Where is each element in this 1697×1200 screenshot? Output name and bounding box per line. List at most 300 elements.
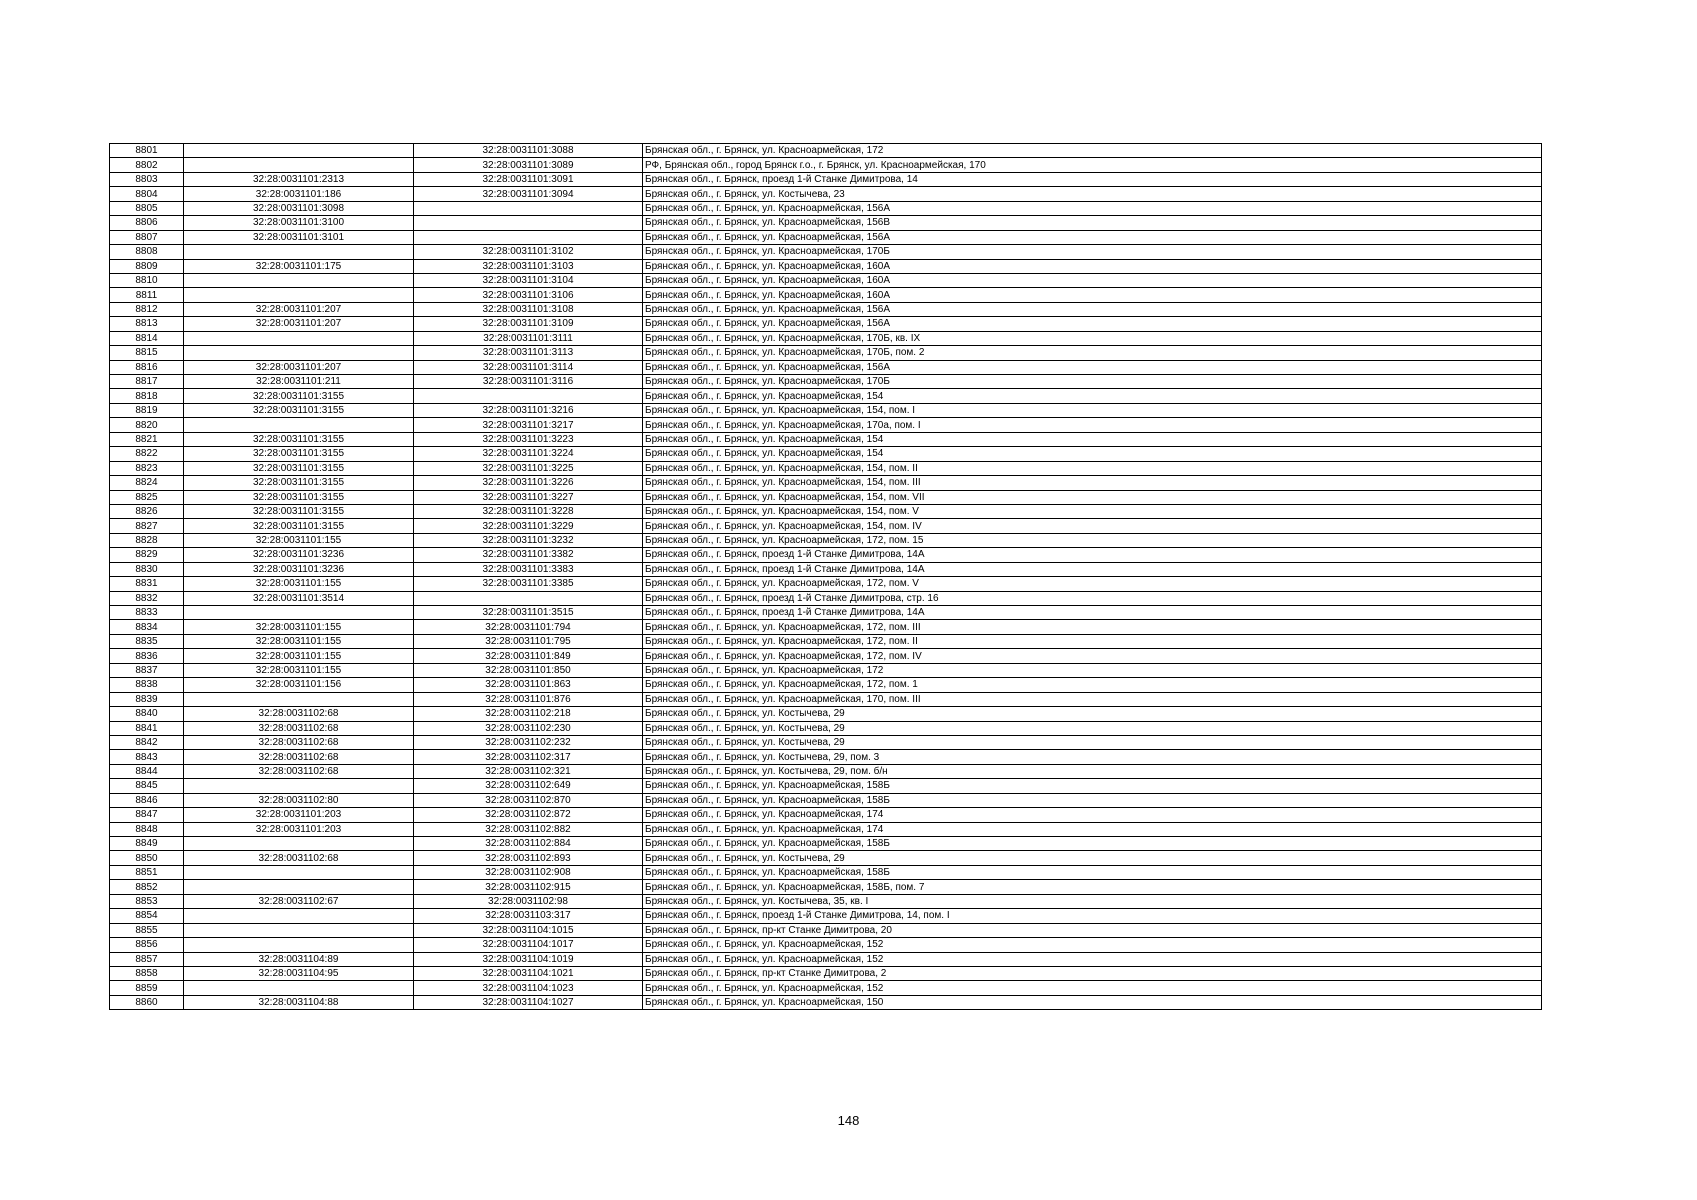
land-plot-cadastral-number-cell: 32:28:0031101:3098 [184, 201, 414, 215]
table-row [110, 259, 1542, 273]
address-cell: Брянская обл., г. Брянск, ул. Красноармейская, 154, пом. I [643, 403, 1542, 417]
object-cadastral-number-cell: 32:28:0031101:3113 [414, 346, 643, 360]
row-number-cell: 8818 [110, 389, 184, 403]
table-row [110, 894, 1542, 908]
address-cell: Брянская обл., г. Брянск, ул. Костычева, 29 [643, 851, 1542, 865]
object-cadastral-number-cell: 32:28:0031104:1027 [414, 995, 643, 1009]
table-row [110, 692, 1542, 706]
table-row [110, 533, 1542, 547]
table-row [110, 461, 1542, 475]
land-plot-cadastral-number-cell [184, 837, 414, 851]
address-cell: Брянская обл., г. Брянск, ул. Красноармейская, 154, пом. III [643, 476, 1542, 490]
object-cadastral-number-cell: 32:28:0031101:3088 [414, 144, 643, 158]
land-plot-cadastral-number-cell: 32:28:0031101:3236 [184, 562, 414, 576]
row-number-cell: 8807 [110, 230, 184, 244]
row-number-cell: 8805 [110, 201, 184, 215]
address-cell: Брянская обл., г. Брянск, проезд 1-й Станке Димитрова, 14А [643, 548, 1542, 562]
object-cadastral-number-cell: 32:28:0031104:1021 [414, 966, 643, 980]
object-cadastral-number-cell: 32:28:0031101:3091 [414, 172, 643, 186]
land-plot-cadastral-number-cell: 32:28:0031101:211 [184, 375, 414, 389]
table-row [110, 577, 1542, 591]
address-cell: Брянская обл., г. Брянск, ул. Красноармейская, 160А [643, 273, 1542, 287]
row-number-cell: 8839 [110, 692, 184, 706]
row-number-cell: 8833 [110, 606, 184, 620]
address-cell: Брянская обл., г. Брянск, ул. Красноармейская, 170а, пом. I [643, 418, 1542, 432]
table-row [110, 966, 1542, 980]
table-row [110, 822, 1542, 836]
address-cell: Брянская обл., г. Брянск, ул. Красноармейская, 172, пом. II [643, 634, 1542, 648]
land-plot-cadastral-number-cell: 32:28:0031101:207 [184, 302, 414, 316]
address-cell: Брянская обл., г. Брянск, ул. Красноармейская, 156А [643, 230, 1542, 244]
address-cell: Брянская обл., г. Брянск, ул. Красноармейская, 158Б, пом. 7 [643, 880, 1542, 894]
table-row [110, 476, 1542, 490]
row-number-cell: 8858 [110, 966, 184, 980]
land-plot-cadastral-number-cell [184, 606, 414, 620]
row-number-cell: 8802 [110, 158, 184, 172]
land-plot-cadastral-number-cell [184, 880, 414, 894]
table-row [110, 764, 1542, 778]
address-cell: Брянская обл., г. Брянск, ул. Костычева, 29 [643, 707, 1542, 721]
row-number-cell: 8846 [110, 793, 184, 807]
table-row [110, 346, 1542, 360]
table-row [110, 851, 1542, 865]
land-plot-cadastral-number-cell: 32:28:0031101:155 [184, 620, 414, 634]
address-cell: Брянская обл., г. Брянск, ул. Красноармейская, 174 [643, 808, 1542, 822]
object-cadastral-number-cell [414, 389, 643, 403]
object-cadastral-number-cell [414, 216, 643, 230]
object-cadastral-number-cell: 32:28:0031101:3228 [414, 504, 643, 518]
table-row [110, 735, 1542, 749]
land-plot-cadastral-number-cell: 32:28:0031101:207 [184, 360, 414, 374]
land-plot-cadastral-number-cell: 32:28:0031101:3101 [184, 230, 414, 244]
address-cell: Брянская обл., г. Брянск, проезд 1-й Станке Димитрова, 14 [643, 172, 1542, 186]
row-number-cell: 8855 [110, 923, 184, 937]
row-number-cell: 8848 [110, 822, 184, 836]
row-number-cell: 8831 [110, 577, 184, 591]
address-cell: Брянская обл., г. Брянск, ул. Красноармейская, 156А [643, 360, 1542, 374]
row-number-cell: 8809 [110, 259, 184, 273]
land-plot-cadastral-number-cell: 32:28:0031101:175 [184, 259, 414, 273]
land-plot-cadastral-number-cell: 32:28:0031104:88 [184, 995, 414, 1009]
table-row [110, 793, 1542, 807]
address-cell: Брянская обл., г. Брянск, ул. Красноармейская, 160А [643, 288, 1542, 302]
table-row [110, 779, 1542, 793]
object-cadastral-number-cell: 32:28:0031101:3216 [414, 403, 643, 417]
row-number-cell: 8832 [110, 591, 184, 605]
row-number-cell: 8837 [110, 663, 184, 677]
address-cell: Брянская обл., г. Брянск, проезд 1-й Станке Димитрова, 14А [643, 606, 1542, 620]
land-plot-cadastral-number-cell: 32:28:0031102:68 [184, 707, 414, 721]
table-row [110, 245, 1542, 259]
address-cell: Брянская обл., г. Брянск, ул. Красноармейская, 158Б [643, 793, 1542, 807]
table-row [110, 548, 1542, 562]
address-cell: Брянская обл., г. Брянск, ул. Красноармейская, 152 [643, 938, 1542, 952]
address-cell: Брянская обл., г. Брянск, проезд 1-й Станке Димитрова, стр. 16 [643, 591, 1542, 605]
address-cell: Брянская обл., г. Брянск, ул. Костычева, 29, пом. б/н [643, 764, 1542, 778]
object-cadastral-number-cell: 32:28:0031101:3111 [414, 331, 643, 345]
land-plot-cadastral-number-cell: 32:28:0031101:3236 [184, 548, 414, 562]
address-cell: Брянская обл., г. Брянск, ул. Костычева, 29 [643, 721, 1542, 735]
row-number-cell: 8825 [110, 490, 184, 504]
object-cadastral-number-cell: 32:28:0031104:1017 [414, 938, 643, 952]
object-cadastral-number-cell: 32:28:0031101:850 [414, 663, 643, 677]
table-row [110, 995, 1542, 1009]
table-row [110, 187, 1542, 201]
page-number: 148 [837, 1113, 860, 1128]
object-cadastral-number-cell: 32:28:0031101:3104 [414, 273, 643, 287]
land-plot-cadastral-number-cell: 32:28:0031104:95 [184, 966, 414, 980]
land-plot-cadastral-number-cell [184, 692, 414, 706]
object-cadastral-number-cell: 32:28:0031101:3227 [414, 490, 643, 504]
land-plot-cadastral-number-cell: 32:28:0031102:68 [184, 721, 414, 735]
address-cell: Брянская обл., г. Брянск, ул. Красноармейская, 172, пом. 15 [643, 533, 1542, 547]
row-number-cell: 8815 [110, 346, 184, 360]
registry-table-body [110, 144, 1542, 1010]
address-cell: Брянская обл., г. Брянск, ул. Красноармейская, 158Б [643, 837, 1542, 851]
table-row [110, 620, 1542, 634]
land-plot-cadastral-number-cell: 32:28:0031101:155 [184, 663, 414, 677]
row-number-cell: 8853 [110, 894, 184, 908]
address-cell: Брянская обл., г. Брянск, ул. Красноармейская, 154 [643, 389, 1542, 403]
table-row [110, 375, 1542, 389]
table-row [110, 880, 1542, 894]
land-plot-cadastral-number-cell: 32:28:0031101:3100 [184, 216, 414, 230]
address-cell: Брянская обл., г. Брянск, ул. Красноармейская, 172 [643, 144, 1542, 158]
address-cell: Брянская обл., г. Брянск, ул. Красноармейская, 170Б [643, 245, 1542, 259]
row-number-cell: 8842 [110, 735, 184, 749]
row-number-cell: 8811 [110, 288, 184, 302]
table-row [110, 403, 1542, 417]
address-cell: Брянская обл., г. Брянск, ул. Красноармейская, 170Б, пом. 2 [643, 346, 1542, 360]
row-number-cell: 8808 [110, 245, 184, 259]
address-cell: Брянская обл., г. Брянск, ул. Красноармейская, 172, пом. V [643, 577, 1542, 591]
table-row [110, 952, 1542, 966]
row-number-cell: 8820 [110, 418, 184, 432]
address-cell: Брянская обл., г. Брянск, ул. Красноармейская, 156А [643, 201, 1542, 215]
table-row [110, 216, 1542, 230]
object-cadastral-number-cell: 32:28:0031101:3116 [414, 375, 643, 389]
land-plot-cadastral-number-cell [184, 273, 414, 287]
table-row [110, 418, 1542, 432]
address-cell: Брянская обл., г. Брянск, пр-кт Станке Димитрова, 2 [643, 966, 1542, 980]
object-cadastral-number-cell: 32:28:0031101:3223 [414, 432, 643, 446]
table-row [110, 172, 1542, 186]
land-plot-cadastral-number-cell: 32:28:0031101:3155 [184, 447, 414, 461]
table-row [110, 562, 1542, 576]
object-cadastral-number-cell: 32:28:0031102:649 [414, 779, 643, 793]
object-cadastral-number-cell: 32:28:0031102:321 [414, 764, 643, 778]
object-cadastral-number-cell: 32:28:0031101:3383 [414, 562, 643, 576]
land-plot-cadastral-number-cell [184, 981, 414, 995]
row-number-cell: 8817 [110, 375, 184, 389]
table-row [110, 201, 1542, 215]
address-cell: Брянская обл., г. Брянск, ул. Костычева, 35, кв. I [643, 894, 1542, 908]
row-number-cell: 8849 [110, 837, 184, 851]
object-cadastral-number-cell [414, 230, 643, 244]
land-plot-cadastral-number-cell [184, 865, 414, 879]
row-number-cell: 8838 [110, 678, 184, 692]
address-cell: Брянская обл., г. Брянск, ул. Красноармейская, 170Б [643, 375, 1542, 389]
land-plot-cadastral-number-cell: 32:28:0031101:3155 [184, 476, 414, 490]
address-cell: Брянская обл., г. Брянск, ул. Красноармейская, 172, пом. IV [643, 649, 1542, 663]
land-plot-cadastral-number-cell: 32:28:0031101:2313 [184, 172, 414, 186]
row-number-cell: 8854 [110, 909, 184, 923]
table-row [110, 923, 1542, 937]
row-number-cell: 8804 [110, 187, 184, 201]
table-row [110, 707, 1542, 721]
object-cadastral-number-cell: 32:28:0031101:3089 [414, 158, 643, 172]
row-number-cell: 8814 [110, 331, 184, 345]
row-number-cell: 8841 [110, 721, 184, 735]
row-number-cell: 8803 [110, 172, 184, 186]
table-row [110, 389, 1542, 403]
object-cadastral-number-cell: 32:28:0031101:863 [414, 678, 643, 692]
object-cadastral-number-cell: 32:28:0031102:872 [414, 808, 643, 822]
object-cadastral-number-cell: 32:28:0031102:98 [414, 894, 643, 908]
table-row [110, 649, 1542, 663]
land-plot-cadastral-number-cell: 32:28:0031101:186 [184, 187, 414, 201]
land-plot-cadastral-number-cell: 32:28:0031102:68 [184, 750, 414, 764]
object-cadastral-number-cell: 32:28:0031103:317 [414, 909, 643, 923]
row-number-cell: 8819 [110, 403, 184, 417]
object-cadastral-number-cell: 32:28:0031102:908 [414, 865, 643, 879]
object-cadastral-number-cell: 32:28:0031101:795 [414, 634, 643, 648]
row-number-cell: 8827 [110, 519, 184, 533]
table-row [110, 230, 1542, 244]
land-plot-cadastral-number-cell: 32:28:0031102:67 [184, 894, 414, 908]
table-row [110, 721, 1542, 735]
table-row [110, 447, 1542, 461]
table-row [110, 302, 1542, 316]
object-cadastral-number-cell: 32:28:0031101:3224 [414, 447, 643, 461]
table-row [110, 504, 1542, 518]
address-cell: Брянская обл., г. Брянск, проезд 1-й Станке Димитрова, 14А [643, 562, 1542, 576]
address-cell: Брянская обл., г. Брянск, ул. Красноармейская, 154 [643, 432, 1542, 446]
address-cell: Брянская обл., г. Брянск, ул. Красноармейская, 172, пом. 1 [643, 678, 1542, 692]
table-row [110, 144, 1542, 158]
row-number-cell: 8856 [110, 938, 184, 952]
row-number-cell: 8852 [110, 880, 184, 894]
address-cell: Брянская обл., г. Брянск, ул. Красноармейская, 170Б, кв. IX [643, 331, 1542, 345]
land-plot-cadastral-number-cell [184, 144, 414, 158]
table-row [110, 865, 1542, 879]
object-cadastral-number-cell: 32:28:0031101:3232 [414, 533, 643, 547]
table-row [110, 606, 1542, 620]
address-cell: Брянская обл., г. Брянск, ул. Красноармейская, 172 [643, 663, 1542, 677]
address-cell: Брянская обл., г. Брянск, проезд 1-й Станке Димитрова, 14, пом. I [643, 909, 1542, 923]
row-number-cell: 8844 [110, 764, 184, 778]
address-cell: Брянская обл., г. Брянск, ул. Красноармейская, 174 [643, 822, 1542, 836]
address-cell: Брянская обл., г. Брянск, ул. Красноармейская, 154, пом. VII [643, 490, 1542, 504]
address-cell: Брянская обл., г. Брянск, ул. Красноармейская, 152 [643, 981, 1542, 995]
row-number-cell: 8801 [110, 144, 184, 158]
land-plot-cadastral-number-cell: 32:28:0031104:89 [184, 952, 414, 966]
land-plot-cadastral-number-cell [184, 909, 414, 923]
table-row [110, 634, 1542, 648]
object-cadastral-number-cell: 32:28:0031102:884 [414, 837, 643, 851]
object-cadastral-number-cell: 32:28:0031101:3108 [414, 302, 643, 316]
land-plot-cadastral-number-cell [184, 418, 414, 432]
table-row [110, 490, 1542, 504]
object-cadastral-number-cell: 32:28:0031101:3106 [414, 288, 643, 302]
row-number-cell: 8813 [110, 317, 184, 331]
table-row [110, 273, 1542, 287]
table-row [110, 981, 1542, 995]
table-row [110, 158, 1542, 172]
row-number-cell: 8829 [110, 548, 184, 562]
table-row [110, 591, 1542, 605]
object-cadastral-number-cell: 32:28:0031102:230 [414, 721, 643, 735]
object-cadastral-number-cell: 32:28:0031101:3114 [414, 360, 643, 374]
address-cell: Брянская обл., г. Брянск, ул. Красноармейская, 160А [643, 259, 1542, 273]
land-plot-cadastral-number-cell [184, 923, 414, 937]
address-cell: Брянская обл., г. Брянск, ул. Красноармейская, 154, пом. V [643, 504, 1542, 518]
address-cell: Брянская обл., г. Брянск, ул. Красноармейская, 158Б [643, 865, 1542, 879]
row-number-cell: 8847 [110, 808, 184, 822]
land-plot-cadastral-number-cell: 32:28:0031101:156 [184, 678, 414, 692]
address-cell: Брянская обл., г. Брянск, ул. Костычева, 29 [643, 735, 1542, 749]
table-row [110, 909, 1542, 923]
object-cadastral-number-cell: 32:28:0031101:3103 [414, 259, 643, 273]
object-cadastral-number-cell: 32:28:0031101:794 [414, 620, 643, 634]
object-cadastral-number-cell: 32:28:0031102:870 [414, 793, 643, 807]
object-cadastral-number-cell: 32:28:0031101:3217 [414, 418, 643, 432]
row-number-cell: 8850 [110, 851, 184, 865]
object-cadastral-number-cell: 32:28:0031101:3102 [414, 245, 643, 259]
address-cell: Брянская обл., г. Брянск, ул. Красноармейская, 150 [643, 995, 1542, 1009]
object-cadastral-number-cell: 32:28:0031102:915 [414, 880, 643, 894]
address-cell: Брянская обл., г. Брянск, ул. Красноармейская, 156А [643, 302, 1542, 316]
address-cell: Брянская обл., г. Брянск, ул. Красноармейская, 172, пом. III [643, 620, 1542, 634]
object-cadastral-number-cell: 32:28:0031102:317 [414, 750, 643, 764]
row-number-cell: 8806 [110, 216, 184, 230]
land-plot-cadastral-number-cell: 32:28:0031101:3155 [184, 389, 414, 403]
row-number-cell: 8823 [110, 461, 184, 475]
land-plot-cadastral-number-cell: 32:28:0031101:3514 [184, 591, 414, 605]
address-cell: Брянская обл., г. Брянск, ул. Красноармейская, 152 [643, 952, 1542, 966]
row-number-cell: 8840 [110, 707, 184, 721]
land-plot-cadastral-number-cell: 32:28:0031101:3155 [184, 504, 414, 518]
land-plot-cadastral-number-cell: 32:28:0031101:3155 [184, 490, 414, 504]
address-cell: Брянская обл., г. Брянск, ул. Красноармейская, 154 [643, 447, 1542, 461]
row-number-cell: 8859 [110, 981, 184, 995]
object-cadastral-number-cell: 32:28:0031101:3382 [414, 548, 643, 562]
land-plot-cadastral-number-cell [184, 288, 414, 302]
address-cell: Брянская обл., г. Брянск, ул. Красноармейская, 158Б [643, 779, 1542, 793]
object-cadastral-number-cell: 32:28:0031102:882 [414, 822, 643, 836]
row-number-cell: 8812 [110, 302, 184, 316]
table-row [110, 432, 1542, 446]
table-row [110, 331, 1542, 345]
land-plot-cadastral-number-cell: 32:28:0031102:68 [184, 764, 414, 778]
object-cadastral-number-cell: 32:28:0031101:3385 [414, 577, 643, 591]
row-number-cell: 8857 [110, 952, 184, 966]
address-cell: Брянская обл., г. Брянск, ул. Красноармейская, 156А [643, 317, 1542, 331]
land-plot-cadastral-number-cell: 32:28:0031102:68 [184, 851, 414, 865]
land-plot-cadastral-number-cell [184, 346, 414, 360]
address-cell: Брянская обл., г. Брянск, ул. Красноармейская, 154, пом. II [643, 461, 1542, 475]
object-cadastral-number-cell: 32:28:0031104:1015 [414, 923, 643, 937]
land-plot-cadastral-number-cell: 32:28:0031101:207 [184, 317, 414, 331]
object-cadastral-number-cell: 32:28:0031101:876 [414, 692, 643, 706]
land-plot-cadastral-number-cell [184, 938, 414, 952]
row-number-cell: 8834 [110, 620, 184, 634]
row-number-cell: 8822 [110, 447, 184, 461]
row-number-cell: 8843 [110, 750, 184, 764]
table-row [110, 837, 1542, 851]
land-plot-cadastral-number-cell: 32:28:0031101:3155 [184, 519, 414, 533]
table-row [110, 360, 1542, 374]
row-number-cell: 8828 [110, 533, 184, 547]
land-plot-cadastral-number-cell: 32:28:0031101:155 [184, 634, 414, 648]
address-cell: Брянская обл., г. Брянск, ул. Костычева, 23 [643, 187, 1542, 201]
land-plot-cadastral-number-cell: 32:28:0031101:203 [184, 822, 414, 836]
land-plot-cadastral-number-cell: 32:28:0031101:3155 [184, 461, 414, 475]
object-cadastral-number-cell: 32:28:0031101:3515 [414, 606, 643, 620]
table-row [110, 288, 1542, 302]
land-plot-cadastral-number-cell [184, 158, 414, 172]
table-row [110, 750, 1542, 764]
address-cell: РФ, Брянская обл., город Брянск г.о., г. Брянск, ул. Красноармейская, 170 [643, 158, 1542, 172]
land-plot-cadastral-number-cell: 32:28:0031101:203 [184, 808, 414, 822]
address-cell: Брянская обл., г. Брянск, ул. Красноармейская, 156В [643, 216, 1542, 230]
land-plot-cadastral-number-cell: 32:28:0031101:3155 [184, 403, 414, 417]
object-cadastral-number-cell: 32:28:0031101:3229 [414, 519, 643, 533]
object-cadastral-number-cell [414, 201, 643, 215]
table-row [110, 519, 1542, 533]
object-cadastral-number-cell: 32:28:0031101:3109 [414, 317, 643, 331]
row-number-cell: 8836 [110, 649, 184, 663]
object-cadastral-number-cell [414, 591, 643, 605]
row-number-cell: 8845 [110, 779, 184, 793]
table-row [110, 317, 1542, 331]
table-row [110, 808, 1542, 822]
row-number-cell: 8851 [110, 865, 184, 879]
object-cadastral-number-cell: 32:28:0031104:1019 [414, 952, 643, 966]
row-number-cell: 8821 [110, 432, 184, 446]
row-number-cell: 8810 [110, 273, 184, 287]
object-cadastral-number-cell: 32:28:0031102:232 [414, 735, 643, 749]
row-number-cell: 8824 [110, 476, 184, 490]
land-plot-cadastral-number-cell [184, 779, 414, 793]
land-plot-cadastral-number-cell: 32:28:0031102:80 [184, 793, 414, 807]
row-number-cell: 8816 [110, 360, 184, 374]
land-plot-cadastral-number-cell: 32:28:0031101:3155 [184, 432, 414, 446]
object-cadastral-number-cell: 32:28:0031102:218 [414, 707, 643, 721]
object-cadastral-number-cell: 32:28:0031101:3225 [414, 461, 643, 475]
land-plot-cadastral-number-cell [184, 245, 414, 259]
object-cadastral-number-cell: 32:28:0031101:849 [414, 649, 643, 663]
registry-table [109, 143, 1542, 1010]
address-cell: Брянская обл., г. Брянск, ул. Красноармейская, 154, пом. IV [643, 519, 1542, 533]
row-number-cell: 8826 [110, 504, 184, 518]
land-plot-cadastral-number-cell [184, 331, 414, 345]
object-cadastral-number-cell: 32:28:0031101:3226 [414, 476, 643, 490]
row-number-cell: 8835 [110, 634, 184, 648]
object-cadastral-number-cell: 32:28:0031104:1023 [414, 981, 643, 995]
land-plot-cadastral-number-cell: 32:28:0031101:155 [184, 649, 414, 663]
object-cadastral-number-cell: 32:28:0031102:893 [414, 851, 643, 865]
address-cell: Брянская обл., г. Брянск, пр-кт Станке Димитрова, 20 [643, 923, 1542, 937]
table-row [110, 678, 1542, 692]
object-cadastral-number-cell: 32:28:0031101:3094 [414, 187, 643, 201]
land-plot-cadastral-number-cell: 32:28:0031102:68 [184, 735, 414, 749]
table-row [110, 663, 1542, 677]
row-number-cell: 8830 [110, 562, 184, 576]
row-number-cell: 8860 [110, 995, 184, 1009]
address-cell: Брянская обл., г. Брянск, ул. Красноармейская, 170, пом. III [643, 692, 1542, 706]
address-cell: Брянская обл., г. Брянск, ул. Костычева, 29, пом. 3 [643, 750, 1542, 764]
